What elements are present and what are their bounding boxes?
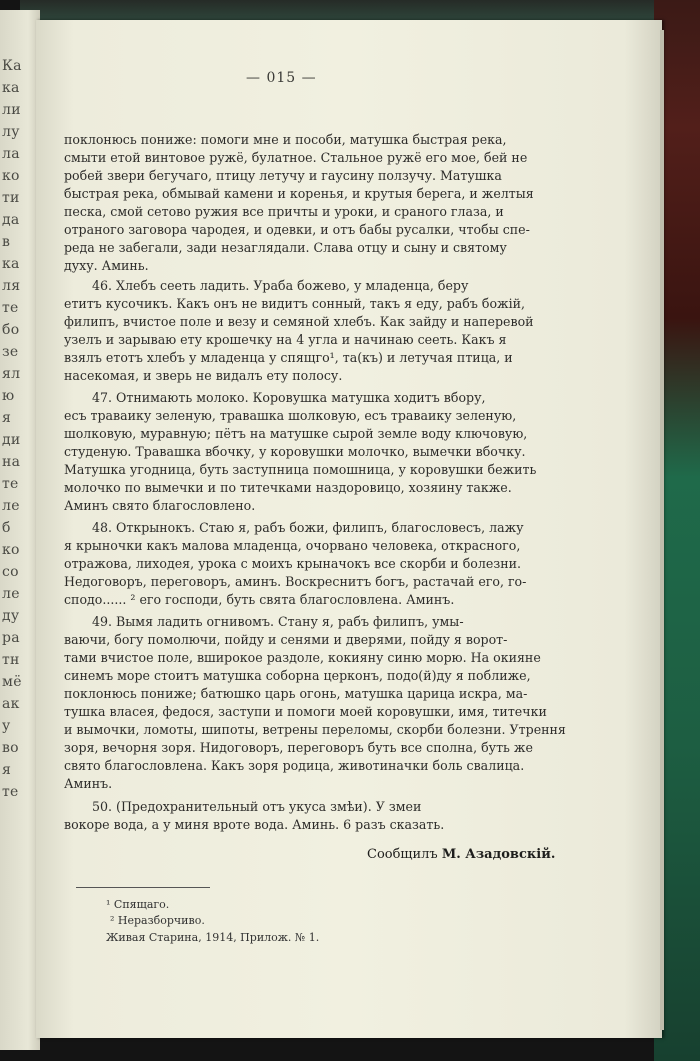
text-line: насекомая, и зверь не видалъ ету полосу. — [64, 368, 343, 383]
left-page-fragment: ле — [2, 586, 20, 602]
left-page-fragment: ла — [2, 146, 20, 162]
footnote-1: ¹ Спящаго. — [106, 898, 170, 911]
text-line: песка, смой сетово ружия все причты и уроки, и сраного глаза, и — [64, 204, 504, 219]
text-line: зоря, вечорня зоря. Нидоговоръ, переговоръ буть все сполна, буть же — [64, 740, 533, 755]
text-line: Матушка угодница, буть заступница помошница, у коровушки бежить — [64, 462, 537, 477]
text-line: смыти етой винтовое ружё, булатное. Стальное ружё его мое, бей не — [64, 150, 528, 165]
left-page-fragment: те — [2, 476, 19, 492]
left-page-fragment: ля — [2, 278, 21, 294]
text-line: и вымочки, ломоты, шипоты, ветрены переломы, скорби болезни. Утрення — [64, 722, 566, 737]
left-page-fragment: зе — [2, 344, 19, 360]
left-page-fragment: ял — [2, 366, 21, 382]
text-line: тами вчистое поле, вширокое раздоле, кокияну синю морю. На окияне — [64, 650, 541, 665]
text-line: филипъ, вчистое поле и везу и семяной хлебъ. Как зайду и наперевой — [64, 314, 534, 329]
left-page-fragment: ак — [2, 696, 20, 712]
left-page-fragment: ду — [2, 608, 20, 624]
left-page-fragment: Ка — [2, 58, 22, 74]
text-line: взялъ етотъ хлебъ у младенца у спящго¹, та(къ) и летучая птица, и — [64, 350, 513, 365]
text-line: поклонюсь пониже; батюшко царь огонь, матушка царица искра, ма- — [64, 686, 528, 701]
left-page-fragment: те — [2, 300, 19, 316]
left-page-fragment: со — [2, 564, 19, 580]
footnote-rule — [76, 887, 210, 888]
left-page-fragment: во — [2, 740, 19, 756]
left-page-fragment: я — [2, 762, 12, 778]
left-page-fragment: у — [2, 718, 11, 734]
text-line: есъ траваику зеленую, травашка шолковую, есъ траваику зеленую, — [64, 408, 517, 423]
text-line: шолковую, муравную; пётъ на матушке сырой земле воду ключовую, — [64, 426, 528, 441]
left-page-fragment: б — [2, 520, 11, 536]
left-page-fragment: ти — [2, 190, 20, 206]
left-page-fragment: ко — [2, 542, 20, 558]
page-stack-edge — [660, 30, 664, 1030]
text-line: 46. Хлебъ сееть ладить. Ураба божево, у младенца, беру — [92, 278, 469, 293]
footnote-2: ² Неразборчиво. — [110, 914, 205, 927]
left-page-fragment: ди — [2, 432, 21, 448]
text-line: быстрая река, обмывай камени и коренья, и крутыя берега, и желтыя — [64, 186, 534, 201]
page-number: — 015 — — [246, 70, 317, 86]
left-page-fragment: тн — [2, 652, 20, 668]
text-line: Аминъ свято благословлено. — [64, 498, 256, 513]
text-line: синемъ море стоитъ матушка соборна церконъ, подо(й)ду я поближе, — [64, 668, 531, 683]
left-page-fragment: ко — [2, 168, 20, 184]
text-line: сподо...... ² его господи, буть свята благословлена. Аминъ. — [64, 592, 455, 607]
left-page-fragment: бо — [2, 322, 20, 338]
left-page-fragment: ле — [2, 498, 20, 514]
text-line: узелъ и зарываю ету крошечку на 4 угла и начинаю сееть. Какъ я — [64, 332, 507, 347]
text-line: 50. (Предохранительный отъ укуса змѣи). У змеи — [92, 799, 422, 814]
left-page-fragment: да — [2, 212, 20, 228]
signature-name: М. Азадовскiй. — [441, 847, 556, 862]
left-page-fragment: мё — [2, 674, 22, 690]
text-line: я крыночки какъ малова младенца, очорвано человека, открасного, — [64, 538, 521, 553]
text-line: Аминъ. — [64, 776, 113, 791]
left-page-fragment: ка — [2, 80, 20, 96]
text-line: етитъ кусочикъ. Какъ онъ не видитъ сонный, такъ я еду, рабъ божiй, — [64, 296, 526, 311]
signature — [367, 847, 555, 862]
text-line: отражова, лиходея, урока с моихъ крыначокъ все скорби и болезни. — [64, 556, 521, 571]
text-line: вокоре вода, а у миня вроте вода. Аминь. 6 разъ сказать. — [64, 817, 445, 832]
left-page-fragment: я — [2, 410, 12, 426]
source-citation: Живая Старина, 1914, Прилож. № 1. — [106, 931, 320, 944]
text-line: свято благословлена. Какъ зоря родица, животиначки боль свалица. — [64, 758, 525, 773]
text-line: робей звери бегучаго, птицу летучу и гаусину ползучу. Матушка — [64, 168, 502, 183]
text-line: поклонюсь пониже: помоги мне и пособи, матушка быстрая река, — [64, 132, 507, 147]
left-page-fragment: лу — [2, 124, 20, 140]
text-line: 47. Отнимають молоко. Коровушка матушка ходитъ вбору, — [92, 390, 486, 405]
left-page-fragment: те — [2, 784, 19, 800]
text-line: студеную. Травашка вбочку, у коровушки молочко, вымечки вбочку. — [64, 444, 526, 459]
left-page-fragment: на — [2, 454, 21, 470]
signature-prefix: Сообщилъ — [367, 847, 442, 862]
text-line: 49. Вымя ладить огнивомъ. Стану я, рабъ филипъ, умы- — [92, 614, 464, 629]
text-line: Недоговоръ, переговоръ, аминъ. Воскреснитъ богъ, растачай его, го- — [64, 574, 527, 589]
text-line: 48. Открынокъ. Стаю я, рабъ божи, филипъ, благословесъ, лажу — [92, 520, 524, 535]
left-page-fragment: ка — [2, 256, 20, 272]
text-line: тушка власея, федося, заступи и помоги моей коровушки, имя, титечки — [64, 704, 547, 719]
left-page-fragment: в — [2, 234, 11, 250]
text-line: духу. Аминь. — [64, 258, 149, 273]
left-page-fragment: ра — [2, 630, 20, 646]
left-page-fragment: ю — [2, 388, 15, 404]
left-page — [0, 10, 40, 1050]
text-line: молочко по вымечки и по титечками наздоровицо, хозяину также. — [64, 480, 512, 495]
text-line: ваючи, богу помолючи, пойду и сенями и дверями, пойду я ворот- — [64, 632, 508, 647]
left-page-fragment: ли — [2, 102, 21, 118]
text-line: отраного заговора чародея, и одевки, и отъ бабы русалки, чтобы спе- — [64, 222, 530, 237]
text-line: реда не забегали, зади незаглядали. Слава отцу и сыну и святому — [64, 240, 507, 255]
